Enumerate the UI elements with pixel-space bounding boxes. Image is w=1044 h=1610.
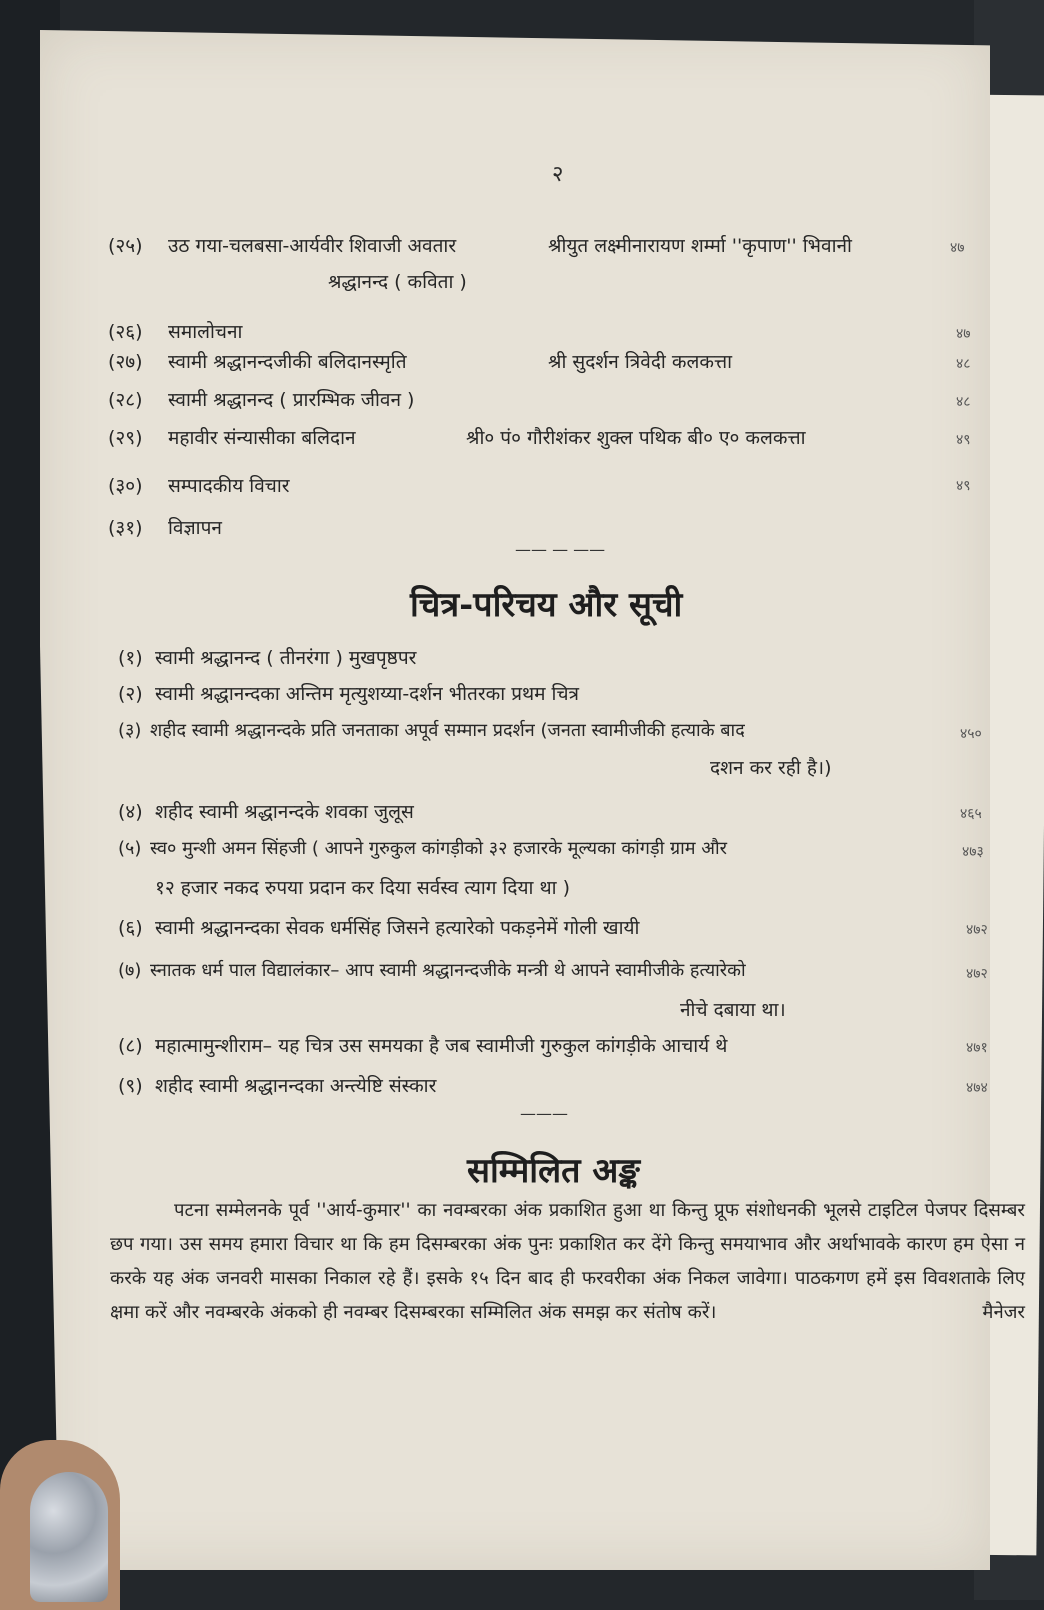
item-author: श्री० पं० गौरीशंकर शुक्ल पथिक बी० ए० कलकत्ता	[466, 427, 806, 449]
signature: मैनेजर	[982, 1302, 1025, 1323]
item-text: शहीद स्वामी श्रद्धानन्दके शवका जुलूस	[155, 801, 414, 823]
item-title: सम्पादकीय विचार	[168, 475, 290, 497]
item-title-continued: श्रद्धानन्द ( कविता )	[328, 271, 467, 293]
item-number: (८)	[118, 1035, 143, 1057]
contents-row-27	[0, 348, 1044, 378]
picture-item-4	[0, 798, 1044, 828]
item-title: समालोचना	[168, 321, 243, 343]
item-text: शहीद स्वामी श्रद्धानन्दका अन्त्येष्टि संस्कार	[155, 1075, 437, 1097]
item-title: महावीर संन्यासीका बलिदान	[168, 427, 356, 449]
item-page: ४७	[950, 240, 965, 256]
item-text: स्व० मुन्शी अमन सिंहजी ( आपने गुरुकुल कांगड़ीको ३२ हजारके मूल्यका कांगड़ी ग्राम और	[150, 838, 728, 859]
contents-row-30	[0, 472, 1044, 502]
item-text: स्नातक धर्म पाल विद्यालंकार– आप स्वामी श्रद्धानन्दजीके मन्त्री थे आपने स्वामीजीके हत्यारेको	[150, 960, 746, 981]
item-page: ४८	[956, 356, 971, 372]
paragraph-text: पटना सम्मेलनके पूर्व ''आर्य-कुमार'' का नवम्बरका अंक प्रकाशित हुआ था किन्तु प्रूफ संशोधनकी भूलसे टाइटिल पेजपर दिसम्बर छप गया। उस समय हमारा विचार था कि हम दिसम्बरका अंक पुनः प्रकाशित कर देंगे किन्तु समयाभाव और अर्थाभावके कारण हम ऐसा न करके यह अंक जनवरी मासका निकाल रहे हैं। इसके १५ दिन बाद ही फरवरीका अंक निकल जावेगा। पाठकगण हमें इस विवशताके लिए क्षमा करें और नवम्बरके अंकको ही नवम्बर दिसम्बरका सम्मिलित अंक समझ कर संतोष करें।	[110, 1200, 1025, 1323]
contents-row-25-cont	[0, 268, 1044, 298]
item-page: ४७१	[966, 1040, 988, 1056]
page-number: २	[552, 162, 564, 187]
picture-item-3-cont	[0, 754, 1044, 784]
picture-item-5-cont	[0, 874, 1044, 904]
item-number: (२६)	[108, 321, 143, 343]
item-text: शहीद स्वामी श्रद्धानन्दके प्रति जनताका अपूर्व सम्मान प्रदर्शन (जनता स्वामीजीकी हत्याके बाद	[150, 720, 745, 741]
item-number: (२७)	[108, 351, 143, 373]
item-number: (७)	[118, 960, 142, 981]
picture-item-2	[0, 680, 1044, 710]
item-text-continued: १२ हजार नकद रुपया प्रदान कर दिया सर्वस्व त्याग दिया था )	[155, 877, 571, 899]
item-number: (२५)	[108, 235, 143, 257]
fingernail	[30, 1472, 108, 1602]
divider-1	[0, 540, 1044, 566]
item-number: (२)	[118, 683, 143, 705]
contents-row-28	[0, 386, 1044, 416]
item-text: महात्मामुन्शीराम– यह चित्र उस समयका है जब स्वामीजी गुरुकुल कांगड़ीके आचार्य थे	[155, 1035, 728, 1057]
item-number: (३१)	[108, 517, 143, 539]
picture-item-1	[0, 644, 1044, 674]
item-number: (१)	[118, 647, 143, 669]
pictures-heading: चित्र-परिचय और सूची	[410, 585, 683, 625]
item-number: (३)	[118, 720, 142, 741]
item-number: (३०)	[108, 475, 143, 497]
item-page: ४५०	[960, 726, 982, 742]
divider-text: ———	[520, 1104, 568, 1123]
picture-item-5	[0, 836, 1044, 866]
picture-item-3	[0, 718, 1044, 748]
item-number: (२९)	[108, 427, 143, 449]
divider-2	[0, 1104, 1044, 1128]
item-text-continued: नीचे दबाया था।	[680, 999, 786, 1021]
item-author: श्री सुदर्शन त्रिवेदी कलकत्ता	[548, 351, 732, 373]
item-text-continued: दशन कर रही है।)	[710, 757, 832, 779]
combined-issue-heading: सम्मिलित अङ्क	[467, 1151, 640, 1191]
item-page: ४९	[956, 432, 971, 448]
item-page: ४७	[956, 326, 971, 342]
item-page: ४७२	[966, 922, 988, 938]
item-page: ४९	[956, 478, 971, 494]
combined-issue-paragraph	[110, 1194, 1025, 1330]
item-page: ४७२	[966, 966, 988, 982]
item-text: स्वामी श्रद्धानन्द ( तीनरंगा ) मुखपृष्ठपर	[155, 647, 417, 669]
item-page: ४७४	[966, 1080, 988, 1096]
item-title: स्वामी श्रद्धानन्दजीकी बलिदानस्मृति	[168, 351, 407, 373]
item-text: स्वामी श्रद्धानन्दका अन्तिम मृत्युशय्या-दर्शन भीतरका प्रथम चित्र	[155, 683, 580, 705]
contents-row-26	[0, 318, 1044, 348]
item-text: स्वामी श्रद्धानन्दका सेवक धर्मसिंह जिसने हत्यारेको पकड़नेमें गोली खायी	[155, 917, 640, 939]
item-title: विज्ञापन	[168, 517, 222, 539]
item-page: ४७३	[962, 844, 984, 860]
contents-row-29	[0, 424, 1044, 454]
item-number: (६)	[118, 917, 143, 939]
picture-item-8	[0, 1032, 1044, 1062]
picture-item-7-cont	[0, 996, 1044, 1026]
item-page: ४८	[956, 394, 971, 410]
item-number: (४)	[118, 801, 143, 823]
item-number: (९)	[118, 1075, 143, 1097]
item-number: (५)	[118, 838, 142, 859]
item-title: उठ गया-चलबसा-आर्यवीर शिवाजी अवतार	[168, 235, 457, 257]
item-number: (२८)	[108, 389, 143, 411]
item-page: ४६५	[960, 806, 982, 822]
item-author: श्रीयुत लक्ष्मीनारायण शर्म्मा ''कृपाण'' भिवानी	[548, 235, 852, 257]
item-title: स्वामी श्रद्धानन्द ( प्रारम्भिक जीवन )	[168, 389, 415, 411]
picture-item-9	[0, 1072, 1044, 1102]
contents-row-25	[0, 232, 1044, 262]
picture-item-6	[0, 914, 1044, 944]
divider-text: —— — ——	[515, 540, 606, 559]
picture-item-7	[0, 958, 1044, 988]
